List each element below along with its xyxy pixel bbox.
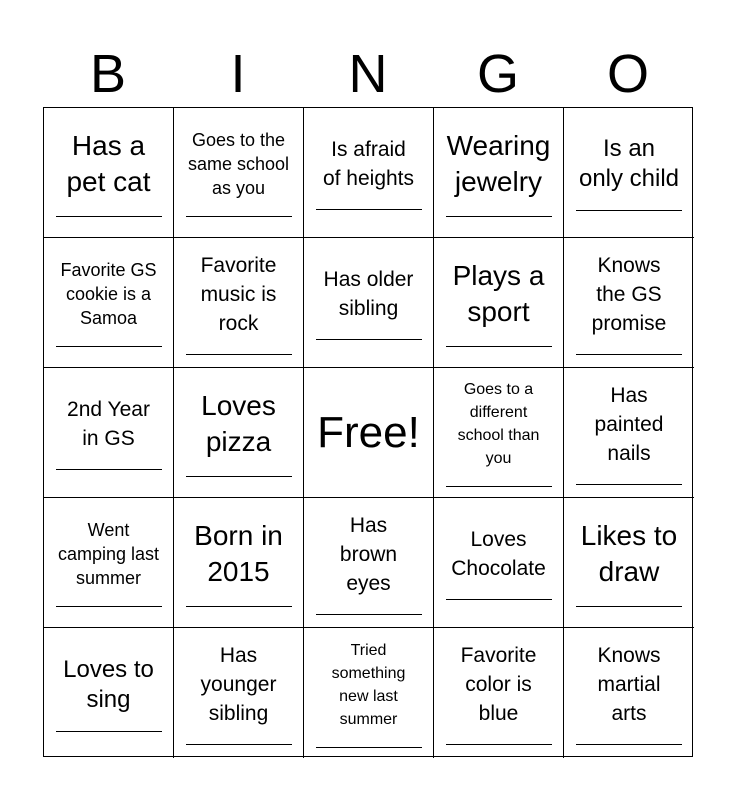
- signature-line: [56, 721, 162, 732]
- bingo-cell-text: Favorite GS cookie is a Samoa: [60, 260, 157, 328]
- bingo-cell-text: Loves pizza: [201, 390, 276, 457]
- signature-line: [446, 336, 552, 347]
- bingo-cell[interactable]: [304, 498, 434, 628]
- header-letter-o: O: [606, 44, 649, 104]
- bingo-cell-text: Goes to a different school than you: [457, 381, 540, 467]
- signature-line: [446, 476, 552, 487]
- signature-line: [446, 589, 552, 600]
- header-letter-b: B: [89, 44, 127, 104]
- bingo-cell[interactable]: [174, 498, 304, 628]
- bingo-cell[interactable]: [434, 108, 564, 238]
- bingo-cell[interactable]: [434, 628, 564, 758]
- bingo-cell-text: Likes to draw: [580, 520, 678, 587]
- bingo-cell-text: Loves to sing: [63, 655, 154, 713]
- signature-line: [316, 329, 422, 340]
- signature-line: [316, 604, 422, 615]
- bingo-cell[interactable]: [564, 498, 694, 628]
- bingo-cell[interactable]: [434, 498, 564, 628]
- bingo-cell[interactable]: [174, 108, 304, 238]
- bingo-cell-text: Tried something new last summer: [331, 641, 406, 728]
- bingo-cell[interactable]: [564, 628, 694, 758]
- bingo-cell-text: Loves Chocolate: [451, 528, 546, 580]
- signature-line: [446, 206, 552, 217]
- bingo-cell-text: Has older sibling: [323, 268, 414, 320]
- bingo-cell-text: Goes to the same school as you: [187, 130, 290, 198]
- bingo-cell-text: Plays a sport: [452, 260, 545, 327]
- bingo-cell-text: Is an only child: [578, 135, 680, 192]
- bingo-cell[interactable]: [44, 628, 174, 758]
- signature-line: [56, 206, 162, 217]
- signature-line: [576, 344, 682, 355]
- signature-line: [186, 344, 292, 355]
- signature-line: [316, 737, 422, 748]
- signature-line: [446, 734, 552, 745]
- bingo-cell-text: Has younger sibling: [200, 644, 277, 725]
- bingo-cell-text: 2nd Year in GS: [67, 398, 150, 450]
- bingo-cell[interactable]: [304, 238, 434, 368]
- header-letter-g: G: [476, 44, 519, 104]
- bingo-cell-text: Went camping last summer: [57, 520, 160, 588]
- bingo-cell[interactable]: [564, 238, 694, 368]
- bingo-cell-text: Knows martial arts: [597, 644, 661, 725]
- signature-line: [186, 466, 292, 477]
- signature-line: [576, 474, 682, 485]
- bingo-cell[interactable]: [564, 108, 694, 238]
- bingo-cell-text: Is afraid of heights: [322, 138, 415, 190]
- header-letter-i: I: [230, 44, 246, 104]
- signature-line: [186, 596, 292, 607]
- bingo-cell-text: Free!: [317, 407, 420, 457]
- signature-line: [56, 459, 162, 470]
- bingo-cell[interactable]: [174, 238, 304, 368]
- bingo-cell[interactable]: [44, 498, 174, 628]
- signature-line: [186, 734, 292, 745]
- signature-line: [56, 336, 162, 347]
- signature-line: [576, 734, 682, 745]
- bingo-cell[interactable]: [44, 238, 174, 368]
- signature-line: [316, 199, 422, 210]
- bingo-cell-text: Favorite color is blue: [460, 644, 537, 725]
- bingo-cell[interactable]: [304, 628, 434, 758]
- bingo-cell-text: Has painted nails: [594, 383, 664, 465]
- bingo-cell[interactable]: [44, 368, 174, 498]
- signature-line: [186, 206, 292, 217]
- bingo-cell[interactable]: [434, 238, 564, 368]
- bingo-cell[interactable]: [174, 368, 304, 498]
- signature-line: [576, 596, 682, 607]
- bingo-cell[interactable]: [304, 108, 434, 238]
- bingo-cell-text: Born in 2015: [194, 520, 283, 587]
- signature-line: [56, 596, 162, 607]
- bingo-cell[interactable]: [434, 368, 564, 498]
- signature-line: [576, 200, 682, 211]
- bingo-header: [43, 40, 693, 108]
- bingo-cell-text: Has a pet cat: [66, 130, 151, 197]
- bingo-cell[interactable]: [174, 628, 304, 758]
- bingo-grid: [43, 107, 693, 757]
- bingo-cell-text: Wearing jewelry: [446, 130, 551, 197]
- bingo-free-cell[interactable]: [304, 368, 434, 498]
- bingo-cell-text: Knows the GS promise: [591, 253, 667, 335]
- bingo-cell[interactable]: [44, 108, 174, 238]
- bingo-cell[interactable]: [564, 368, 694, 498]
- header-letter-n: N: [348, 44, 388, 104]
- bingo-cell-text: Favorite music is rock: [200, 253, 277, 335]
- bingo-cell-text: Has brown eyes: [339, 513, 398, 595]
